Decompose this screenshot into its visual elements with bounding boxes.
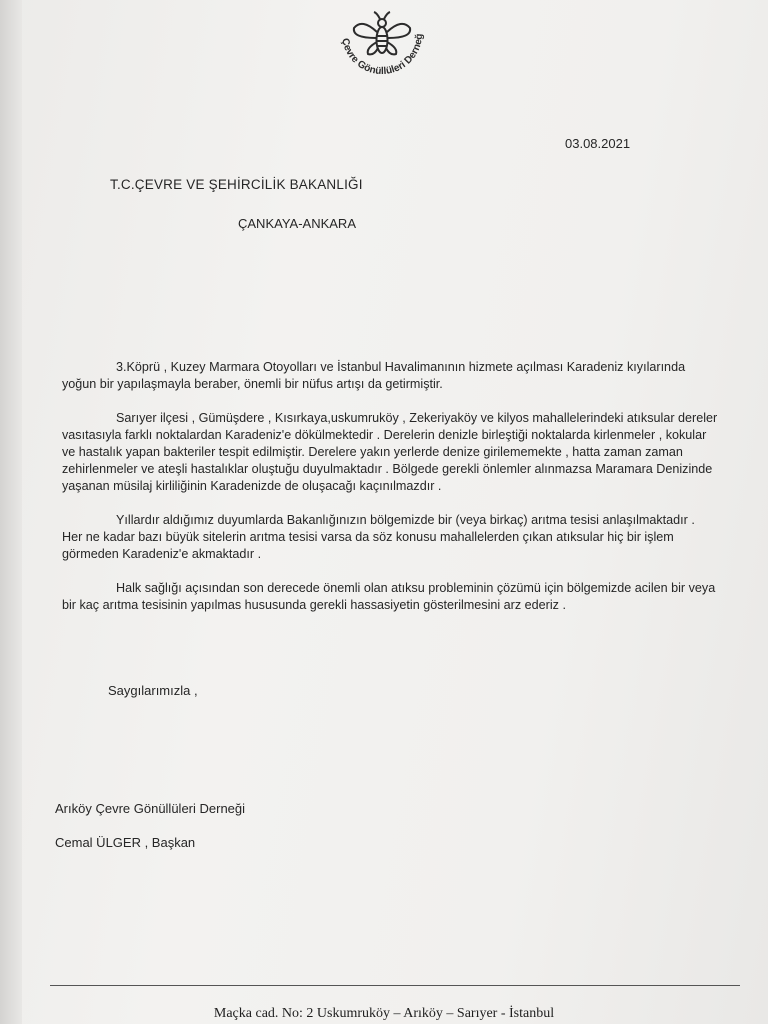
letter-date: 03.08.2021: [565, 136, 631, 151]
bee-icon: [354, 12, 410, 54]
paragraph-2: Sarıyer ilçesi , Gümüşdere , Kısırkaya,uskumruköy , Zekeriyaköy ve kilyos mahallelerindeki atıksular dereler vasıtasıyla farklı noktalardan Karadeniz'e dökülmektedir . Derelerin denizle birleştiği noktalarda kirlenmeler , kokular ve hastalık yapan bakteriler tespit edilmiştir. Derelere yakın yerlerde denize girilememekte , hatta zaman zaman zehirlenmeler ve ateşli hastalıklar oluştuğu duyulmaktadır . Bölgede gerekli önlemler alınmazsa Maramara Denizinde yaşanan müsilaj kirliliğinin Karadenizde de oluşacağı kaçınılmazdır .: [62, 411, 718, 493]
recipient-name: T.C.ÇEVRE VE ŞEHİRCİLİK BAKANLIĞI: [110, 177, 363, 192]
logo-seal: [322, 0, 442, 102]
footer-address: Maçka cad. No: 2 Uskumruköy – Arıköy – Sarıyer - İstanbul: [213, 1006, 555, 1021]
organization-name: Arıköy Çevre Gönüllüleri Derneği: [55, 801, 246, 816]
footer-divider: [50, 985, 740, 986]
logo-ring-text: Çevre Gönüllüleri Derneğ: [339, 33, 426, 78]
signer-name: Cemal ÜLGER , Başkan: [55, 835, 196, 850]
closing-salutation: Saygılarımızla ,: [108, 683, 198, 698]
recipient-city: ÇANKAYA-ANKARA: [238, 216, 356, 231]
letter-body: [62, 359, 718, 631]
page-edge-shadow: [0, 0, 22, 1024]
paragraph-1: 3.Köprü , Kuzey Marmara Otoyolları ve İstanbul Havalimanının hizmete açılması Karadeniz kıyılarında yoğun bir yapılaşmayla beraber, önemli bir nüfus artışı da getirmiştir.: [62, 360, 686, 391]
paragraph-3: Yıllardır aldığımız duyumlarda Bakanlığınızın bölgemizde bir (veya birkaç) arıtma tesisi anlaşılmaktadır . Her ne kadar bazı büyük sitelerin arıtma tesisi varsa da söz konusu mahallelerden çıkan atıksular hiç bir işlem görmeden Karadeniz'e akmaktadır .: [62, 513, 695, 561]
association-logo: [322, 0, 442, 102]
paragraph-4: Halk sağlığı açısından son derecede önemli olan atıksu probleminin çözümü için bölgemizde acilen bir veya bir kaç arıtma tesisinin yapılmas hususunda gerekli hassasiyetin gösterilmesini arz ederiz .: [62, 581, 716, 612]
